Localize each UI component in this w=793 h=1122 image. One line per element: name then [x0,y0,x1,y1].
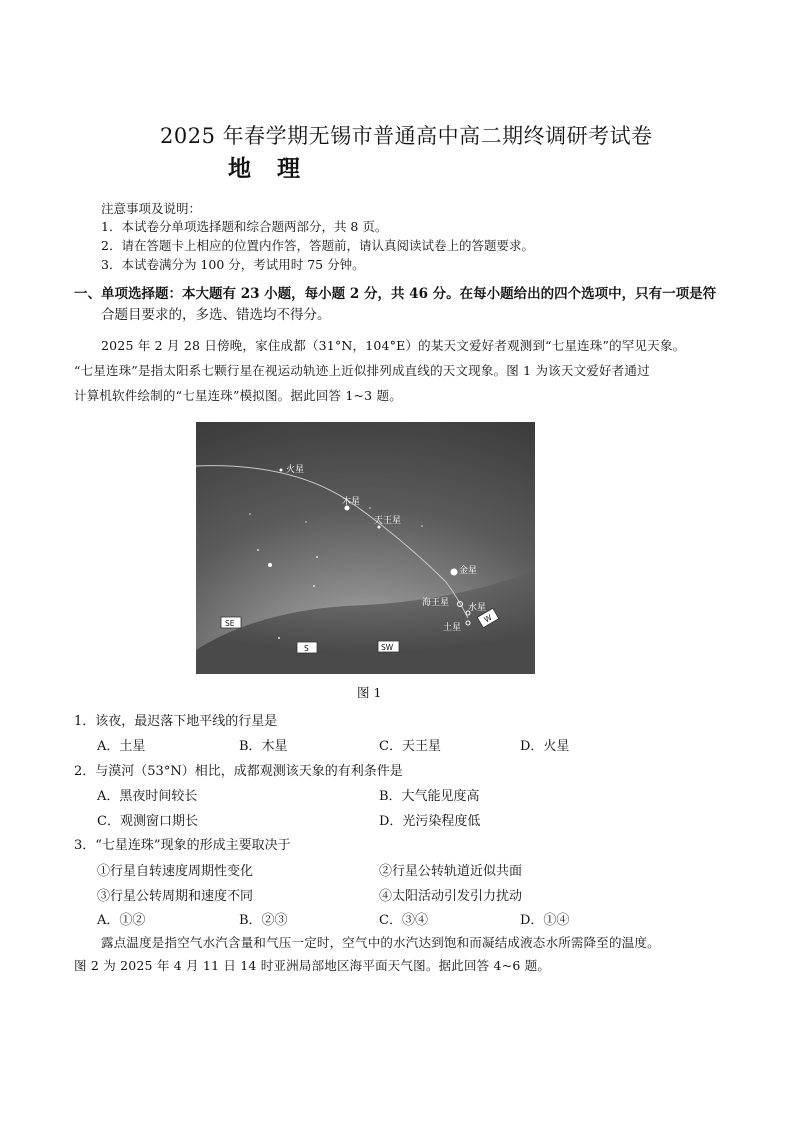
passage-line: 露点温度是指空气水汽含量和气压一定时，空气中的水汽达到饱和而凝结成液态水所需降至的温度。 [101,935,660,950]
planet-venus-dot [451,569,458,576]
note-item: 1．本试卷分单项选择题和综合题两部分，共 8 页。 [101,219,388,234]
label-uranus: 天王星 [374,516,402,526]
star [257,549,259,551]
statement: ④太阳活动引发引力扰动 [379,889,523,904]
direction-se: SE [225,619,235,628]
passage-line: “七星连珠”是指太阳系七颗行星在视运动轨迹上近似排列成直线的天文现象。图 1 为该天文爱好者通过 [74,363,650,378]
star [421,525,423,527]
note-item: 2．请在答题卡上相应的位置内作答，答题前，请认真阅读试卷上的答题要求。 [101,238,534,253]
star [305,521,307,523]
question-2-stem: 2．与漠河（53°N）相比，成都观测该天象的有利条件是 [74,764,403,779]
passage-line: 图 2 为 2025 年 4 月 11 日 14 时亚洲局部地区海平面天气图。据此回答 4~6 题。 [74,958,551,973]
label-mercury: 水星 [468,603,487,613]
option[interactable]: C．天王星 [379,739,441,754]
note-item: 3．本试卷满分为 100 分，考试用时 75 分钟。 [101,257,365,272]
star [278,637,280,639]
option[interactable]: D．火星 [520,739,570,754]
planet-mars-dot [280,469,283,472]
sky-chart-figure [196,422,535,674]
notes-heading: 注意事项及说明： [101,201,202,216]
star [268,563,272,567]
option[interactable]: B．大气能见度高 [379,789,480,804]
option[interactable]: A．土星 [97,739,146,754]
label-mars: 火星 [286,465,305,475]
option[interactable]: A．①② [97,913,146,928]
figure-caption: 图 1 [357,685,382,700]
star [313,585,315,587]
question-1-stem: 1．该夜，最迟落下地平线的行星是 [74,714,278,729]
subject-title: 地理 [228,155,326,182]
direction-w: W [482,612,494,625]
option[interactable]: B．②③ [239,913,288,928]
option[interactable]: B．木星 [239,739,288,754]
passage-line: 2025 年 2 月 28 日傍晚，家住成都（31°N，104°E）的某天文爱好者观测到“七星连珠”的罕见天象。 [101,338,686,353]
direction-sw: SW [381,643,394,652]
exam-title: 2025 年春学期无锡市普通高中高二期终调研考试卷 [160,124,653,148]
direction-s: S [304,644,309,653]
star [369,507,371,509]
statement: ③行星公转周期和速度不同 [97,889,254,904]
section-heading-cont: 合题目要求的，多选、错选均不得分。 [101,307,331,323]
option[interactable]: C．观测窗口期长 [97,814,198,829]
label-venus: 金星 [459,566,478,576]
statement: ①行星自转速度周期性变化 [97,864,254,879]
option[interactable]: D．①④ [520,913,570,928]
passage-line: 计算机软件绘制的“七星连珠”模拟图。据此回答 1~3 题。 [74,388,402,403]
label-jupiter: 木星 [342,497,361,507]
star [249,513,251,515]
option[interactable]: D．光污染程度低 [379,814,481,829]
question-3-stem: 3．“七星连珠”现象的形成主要取决于 [74,838,291,853]
label-saturn: 土星 [443,623,462,633]
star [316,556,318,558]
statement: ②行星公转轨道近似共面 [379,864,523,879]
label-neptune: 海王星 [422,598,450,608]
section-heading: 一、单项选择题：本大题有 23 小题，每小题 2 分，共 46 分。在每小题给出的四个选项中，只有一项是符 [74,286,717,302]
option[interactable]: A．黑夜时间较长 [97,789,198,804]
option[interactable]: C．③④ [379,913,428,928]
